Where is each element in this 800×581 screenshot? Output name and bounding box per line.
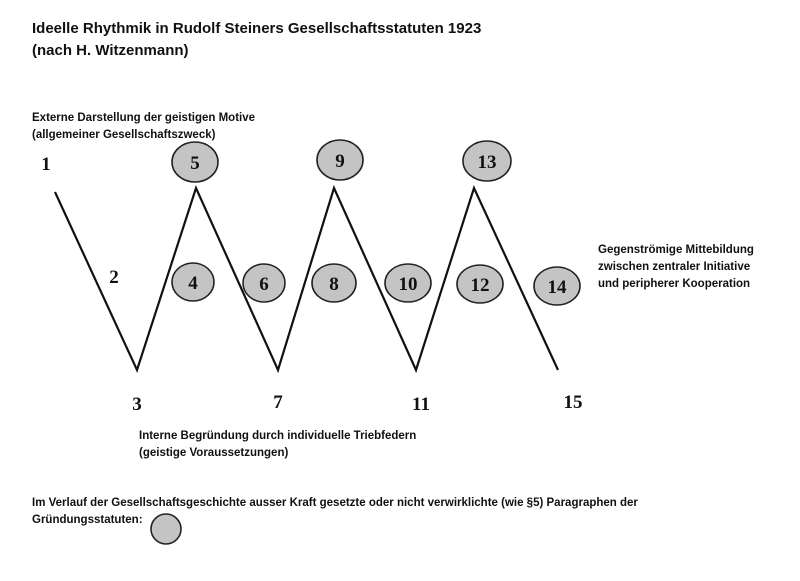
bottom-label-line-2: (geistige Voraussetzungen) xyxy=(139,447,289,459)
circled-label-4: 4 xyxy=(188,273,198,294)
footer-line-1: Im Verlauf der Gesellschaftsgeschichte ausser Kraft gesetzte oder nicht verwirklichte (wie §5) Paragraphen der xyxy=(32,497,638,509)
circled-label-6: 6 xyxy=(259,274,269,295)
circled-number-8 xyxy=(312,264,356,302)
number-15: 15 xyxy=(563,392,583,413)
circled-label-8: 8 xyxy=(329,274,339,295)
number-7: 7 xyxy=(273,392,283,413)
title-line-1: Ideelle Rhythmik in Rudolf Steiners Gesellschaftsstatuten 1923 xyxy=(32,20,482,37)
number-1: 1 xyxy=(41,154,51,175)
circled-number-14 xyxy=(534,267,580,305)
circled-label-5: 5 xyxy=(190,153,200,174)
circled-number-10 xyxy=(385,264,431,302)
right-label-line-1: Gegenströmige Mittebildung xyxy=(598,244,754,256)
top-label-line-1: Externe Darstellung der geistigen Motive xyxy=(32,112,256,124)
footer-line-2: Gründungsstatuten: xyxy=(32,514,143,526)
number-3: 3 xyxy=(132,394,142,415)
circled-number-12 xyxy=(457,265,503,303)
circled-number-6 xyxy=(243,264,285,302)
circled-number-5 xyxy=(172,142,218,182)
number-11: 11 xyxy=(412,394,430,415)
circled-number-4 xyxy=(172,263,214,301)
circled-label-14: 14 xyxy=(547,277,567,298)
circled-label-10: 10 xyxy=(398,274,418,295)
circled-label-12: 12 xyxy=(470,275,490,296)
right-label-line-3: und peripherer Kooperation xyxy=(598,278,751,290)
title-line-2: (nach H. Witzenmann) xyxy=(32,42,189,59)
right-label-line-2: zwischen zentraler Initiative xyxy=(598,261,751,273)
circled-label-13: 13 xyxy=(477,152,497,173)
top-label-line-2: (allgemeiner Gesellschaftszweck) xyxy=(32,129,216,141)
circled-number-9 xyxy=(317,140,363,180)
legend-circle-icon xyxy=(151,514,181,544)
bottom-label-line-1: Interne Begründung durch individuelle Triebfedern xyxy=(139,430,417,442)
number-2: 2 xyxy=(109,267,119,288)
circled-number-13 xyxy=(463,141,511,181)
circled-label-9: 9 xyxy=(335,151,345,172)
